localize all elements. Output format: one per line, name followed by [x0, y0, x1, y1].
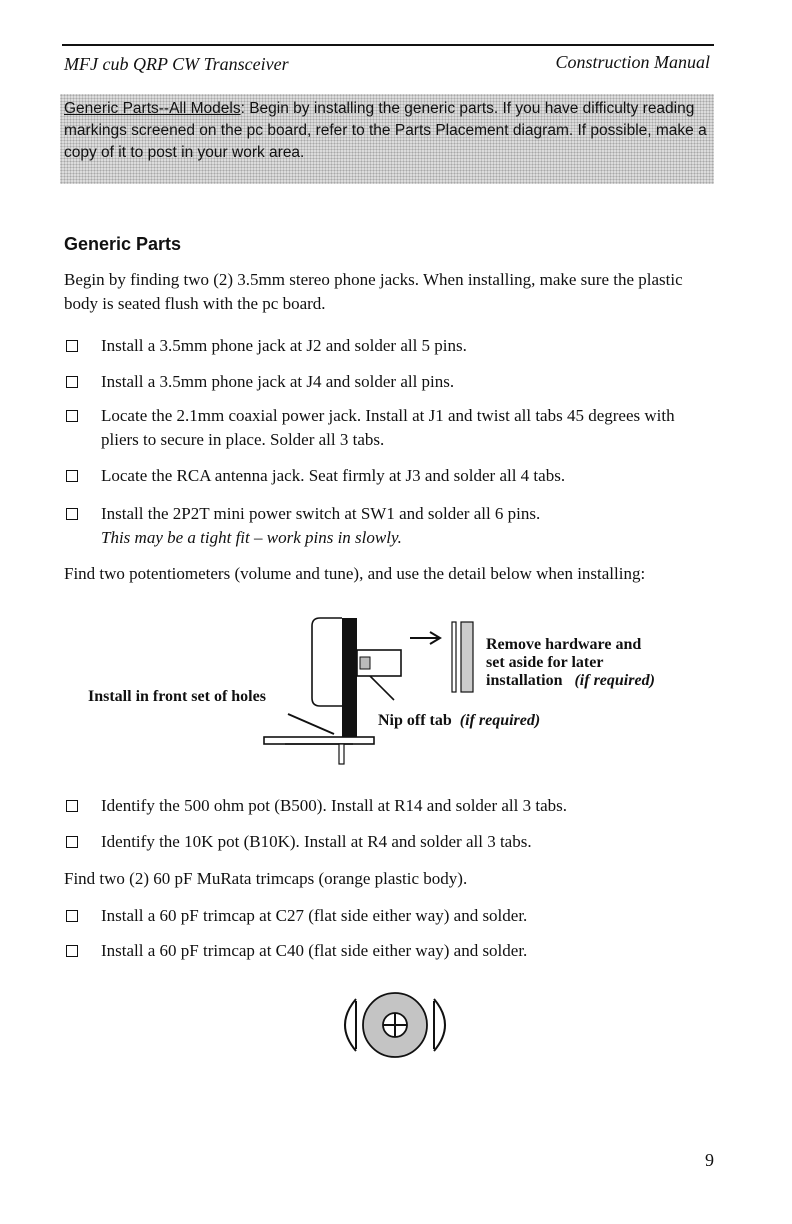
checklist-item-note: This may be a tight fit – work pins in slowly. [101, 528, 402, 547]
section-title: Generic Parts [64, 234, 182, 254]
remove-hardware-label-line3: installation [486, 672, 563, 689]
checkbox[interactable] [66, 800, 78, 812]
checklist-item-text: Identify the 10K pot (B10K). Install at R4 and solder all 3 tabs. [101, 832, 532, 851]
header-title: MFJ cub QRP CW Transceiver [64, 54, 289, 74]
trimcap-intro-paragraph: Find two (2) 60 pF MuRata trimcaps (orange plastic body). [64, 869, 468, 888]
checkbox[interactable] [66, 508, 78, 520]
checkbox[interactable] [66, 945, 78, 957]
checklist-item-text: Install a 60 pF trimcap at C27 (flat side either way) and solder. [101, 906, 528, 925]
notice-highlight: Generic Parts--All Models [64, 100, 241, 117]
pot-intro-paragraph: Find two potentiometers (volume and tune), and use the detail below when installing: [64, 564, 646, 583]
checklist-item-text: Identify the 500 ohm pot (B500). Install at R14 and solder all 3 tabs. [101, 796, 568, 815]
remove-hardware-if-required: (if required) [574, 672, 655, 689]
checkbox[interactable] [66, 410, 78, 422]
checkbox[interactable] [66, 910, 78, 922]
intro-paragraph: Begin by finding two (2) 3.5mm stereo phone jacks. When installing, make sure the plastic body is seated flush with the pc board. [64, 270, 683, 313]
checklist-item-text: Install a 3.5mm phone jack at J2 and solder all 5 pins. [101, 336, 467, 355]
page-number: 9 [705, 1150, 714, 1170]
checklist-item-text: Install the 2P2T mini power switch at SW1 and solder all 6 pins. [101, 504, 541, 523]
notice-box [60, 94, 714, 184]
header-manual-name: Construction Manual [555, 52, 710, 72]
remove-hardware-label-line1: Remove hardware and [486, 636, 642, 653]
checklist-item-text: Locate the 2.1mm coaxial power jack. Install at J1 and twist all tabs 45 degrees with pliers to secure in place. Solder all 3 tabs. [101, 406, 675, 449]
nip-tab-if-required: (if required) [459, 712, 541, 729]
front-holes-label: Install in front set of holes [88, 688, 266, 705]
trimcap-drawing [330, 983, 460, 1073]
checklist-item-text: Locate the RCA antenna jack. Seat firmly at J3 and solder all 4 tabs. [101, 466, 566, 485]
notice-text: : Begin by installing the generic parts. If you have difficulty reading markings screened on the pc board, refer to the Parts Placement diagram. If possible, make a copy of it to post in your work area. [64, 100, 707, 161]
checkbox[interactable] [66, 376, 78, 388]
checkbox[interactable] [66, 470, 78, 482]
checklist-item-text: Install a 60 pF trimcap at C40 (flat side either way) and solder. [101, 941, 528, 960]
nip-tab-label: Nip off tab [378, 712, 452, 729]
running-header [62, 44, 714, 80]
remove-hardware-label-line2: set aside for later [486, 654, 604, 671]
checklist-item-text: Install a 3.5mm phone jack at J4 and solder all pins. [101, 372, 455, 391]
potentiometer-detail-figure [80, 612, 710, 772]
checkbox[interactable] [66, 340, 78, 352]
checkbox[interactable] [66, 836, 78, 848]
